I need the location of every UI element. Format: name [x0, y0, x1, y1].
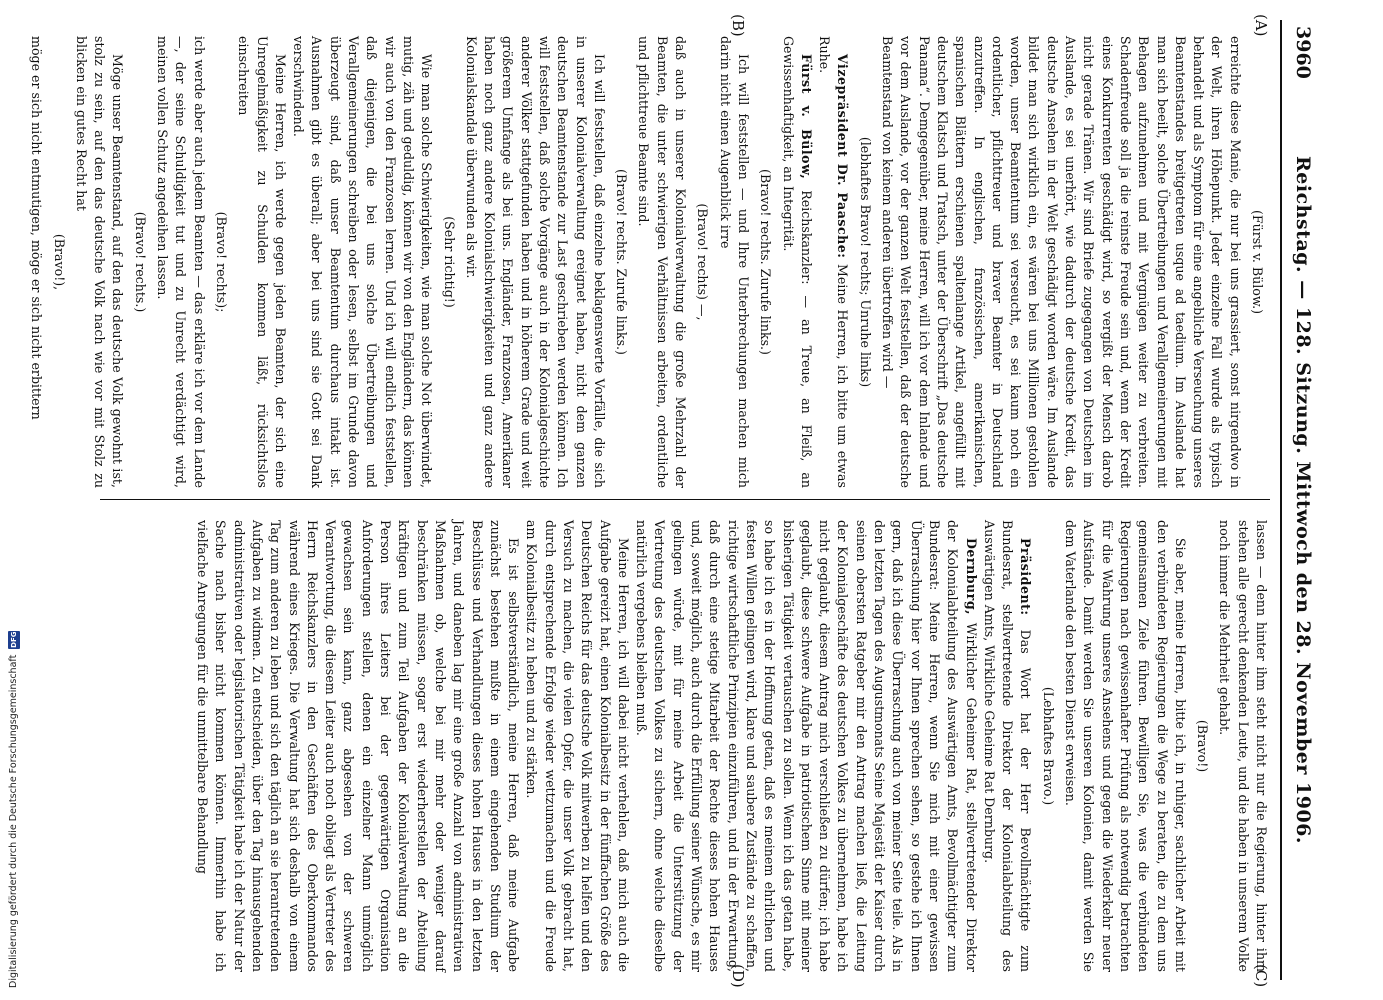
speech-text: Das Wort hat der Herr Bevollmächtigte zum Bundesrat, stellvertretende Direktor der Kolonialabteilung des Auswärtigen Amts, Wirkliche Geheime Rat Dernburg.	[981, 520, 1034, 972]
right-column	[100, 520, 1270, 972]
reaction: (lebhaftes Bravo! rechts; Unruhe links)	[857, 136, 873, 388]
reaction: (Sehr richtig!)	[441, 216, 457, 308]
speaker-continuation: (Fürst v. Bülow.)	[1250, 209, 1265, 315]
margin-marker-c: (C)	[1252, 964, 1270, 988]
paragraph	[632, 520, 980, 972]
paragraph: Möge unser Beamtenstand, auf den das deutsche Volk gewohnt ist, stolz zu sein, auf den das deutsche Volk nach wie vor mit Stolz zu blicken ein gutes Recht hat	[73, 36, 126, 488]
paragraph: Ich will feststellen — und Ihre Unterbrechungen machen mich darin nicht einen Augenblick irre	[717, 36, 751, 488]
reaction: (Bravo! rechts. Zurufe links.)	[758, 169, 774, 355]
speech-text: Meine Herren, ich bitte um etwas Ruhe.	[817, 36, 851, 488]
paragraph: erreichte diese Manie, die nur bei uns grassiert, sonst nirgendwo in der Welt, ihren Höhepunkt. Jeder einzelne Fall wurde als typisch behandelt und als Symptom für eine angebliche Verseuchung unseres Beamtenstandes breitgetreten usque ad taedium. Im Auslande hat man sich beeilt, solche Übertreibungen und Verallgemeinerungen mit Behagen aufzunehmen und mit Vergnügen weiter zu verbreiten. Schadenfreude soll ja die reinste Freude sein und, wenn der Kredit eines Konkurrenten geschädigt wird, so vergißt der Mensch darob nicht gerade Tränen. Wir sind Briefe zugegangen von Deutschen im Auslande, es sei unerhört, wie dadurch der deutsche Kredit, das deutsche Ansehen in der Welt geschädigt worden wäre. Im Auslande bildet man sich wirklich ein, es wären bei uns Millionen gestohlen worden, unser Beamtentum sei verseucht, es sei kaum noch ein ordentlicher, pflichttreuer und braver Beamter in Deutschland anzutreffen. In englischen, französischen, amerikanischen, spanischen Blättern erschienen spaltenlange Artikel, angefüllt mit deutschem Klatsch und Tratsch, unter der Überschrift „Das deutsche Panama“. Demgegenüber, meine Herren, will ich vor dem Inlande und vor dem Auslande, vor der ganzen Welt feststellen, daß der deutsche Beamtenstand von keinem anderen übertroffen wird —	[880, 36, 1243, 488]
page-header	[1280, 20, 1322, 980]
paragraph	[815, 36, 852, 488]
column-divider	[100, 499, 1270, 500]
left-column	[29, 36, 1270, 488]
reaction: (Lebhaftes Bravo.)	[1040, 686, 1056, 806]
document-page	[22, 14, 1322, 988]
margin-marker-b: (B)	[729, 14, 747, 37]
digitization-credit	[4, 0, 24, 992]
paragraph: Meine Herren, ich werde gegen jeden Beamten, der sich eine Unregelmäßigkeit zu Schulden kommen läßt, rücksichtslos einschreiten	[236, 36, 288, 488]
paragraph: möge er sich nicht entmutigen, möge er sich nicht erbittern	[29, 36, 45, 420]
paragraph: Wie man solche Schwierigkeiten, wie man solche Not überwindet, mutig, zäh und geduldig, können wir von den Engländern, das können wir auch von den Franzosen lernen. Und ich will endlich feststellen, daß diejenigen, die bei uns solche Übertreibungen und Verallgemeinerungen schreiben oder lesen, selbst im Grunde davon überzeugt sind, daß unser Beamtentum durchaus intakt ist. Ausnahmen gibt es überall; aber bei uns sind sie Gott sei Dank verschwindend.	[291, 36, 435, 488]
speaker-name: Fürst v. Bülow,	[798, 54, 814, 180]
paragraph	[778, 36, 815, 488]
paragraph: ich werde aber auch jedem Beamten — das erkläre ich vor dem Lande —, der seine Schuldigkeit tut und zu Unrecht verdächtigt wird, meinen vollen Schutz angedeihen lassen.	[155, 36, 207, 488]
credit-text: Digitalisierung gefördert durch die Deutsche Forschungsgemeinschaft	[8, 654, 19, 988]
reaction: (Bravo! rechts.)	[132, 211, 148, 313]
speech-text: Wirklicher Geheimer Rat, stellvertretender Direktor der Kolonialabteilung des Auswärtigen Amts, Bevollmächtigter zum Bundesrat: Meine Herren, wenn Sie mich mit einer gewissen Überraschung hier vor Ihnen sprechen sehen, so gestehe ich Ihnen gern, daß ich diese Überraschung auch von meiner Seite teile. Als in den letzten Tagen des Augustmonats Seine Majestät der Kaiser durch seinen obersten Ratgeber mir den Antrag machen ließ, die Leitung der Kolonialgeschäfte des deutschen Volkes zu übernehmen, habe ich nicht geglaubt, diesem Antrag mich verschließen zu dürfen; ich habe geglaubt, diese schwere Aufgabe in patriotischem Sinne mit meiner bisherigen Tätigkeit vertauschen zu sollen. Wenn ich das getan habe, so habe ich es in der Hoffnung getan, daß es meinem ehrlichen und festen Willen gelingen wird, klare und saubere Zustände zu schaffen, richtige wirtschaftliche Prinzipien einzuführen, und in der Erwartung, daß durch eine stetige Mitarbeit der Rechte dieses hohen Hauses und, soweit möglich, auch durch die Erfüllung seiner Wünsche, es mir gelingen würde, mit für meine Arbeit die Unterstützung der Vertretung des deutschen Volkes zu sichern, ohne welche dieselbe natürlich vergebens bleiben muß.	[634, 520, 979, 972]
reaction: (Bravo!),	[51, 233, 67, 291]
margin-marker-d: (D)	[729, 964, 747, 988]
paragraph: Meine Herren, ich will dabei nicht verhehlen, daß mich auch die Aufgabe gereizt hat, einen Kolonialbesitz in der fünffachen Größe des Deutschen Reichs für das deutsche Volk mitwerben zu helfen und den Versuch zu machen, die vielen Opfer, die unser Volk gebracht hat, durch entsprechende Erfolge wieder wettzumachen und die Freude am Kolonialbesitz zu heben und zu stärken.	[524, 520, 631, 972]
paragraph: Ich will feststellen, daß einzelne beklagenswerte Vorfälle, die sich in unserer Kolonialverwaltung ereignet haben, nicht dem ganzen deutschen Beamtenstande zur Last geschrieben werden können. Ich will feststellen, daß solche Vorgänge auch in der Kolonialgeschichte anderer Völker stattgefunden haben und in höherem Grade und weit größerem Umfange als bei uns. Engländer, Franzosen, Amerikaner haben noch ganz andere Kolonialschwierigkeiten und ganz andere Kolonialskandale überwunden als wir.	[463, 36, 607, 488]
page-number: 3960	[1292, 26, 1314, 79]
credit-strip	[2, 0, 22, 1000]
paragraph: Sie aber, meine Herren, bitte ich, in ruhiger, sachlicher Arbeit mit den verbündeten Regierungen die Wege zu beraten, die zu dem uns gemeinsamen Ziele führen. Bewilligen Sie, was die verbündeten Regierungen nach gewissenhafter Prüfung als notwendig betrachten für die Wahrung unseres Ansehens und gegen die Wiederkehr neuer Aufstände. Damit werden Sie unseren Kolonien, damit werden Sie dem Vaterlande den besten Dienst erweisen.	[1063, 520, 1188, 972]
paragraph: Es ist selbstverständlich, meine Herren, daß meine Aufgabe zunächst bestehen mußte in einem eingehenden Studium der Beschlüsse und Verhandlungen dieses hohen Hauses in den letzten Jahren, und daneben lag mir eine große Anzahl von administrativen Maßnahmen ob, welche bei mir mehr oder weniger darauf beschränken müssen, sogar erst wiederherstellen der Abteilung kräftigen und zum Teil Aufgaben der Kolonialverwaltung an die Person ihres Leiters bei der gegenwärtigen Organisation Anforderungen stellen, denen ein einzelner Mann unmöglich gewachsen sein kann, ganz abgesehen von der schweren Verantwortung, die diesem Leiter auch noch obliegt als Vertreter des Herrn Reichskanzlers in den Geschäften des Oberkommandos während eines Krieges. Die Verwaltung hat sich deshalb von einem Tag zum anderen zu leben und sich den täglich an sie herantretenden Aufgaben zu widmen. Zu entscheiden, über den Tag hinausgehenden administrativen oder legislatorischen Tätigkeit habe ich der Natur der Sache nach bisher nicht kommen können. Immerhin habe ich vielfache Anregungen für die unmittelbare Behandlung	[195, 520, 522, 972]
reaction: (Bravo!)	[1195, 719, 1211, 773]
speaker-name: Vizepräsident Dr. Paasche:	[835, 54, 851, 259]
speaker-name: Dernburg,	[963, 538, 979, 616]
paragraph: daß auch in unserer Kolonialverwaltung die große Mehrzahl der Beamten, die unter schwierigen Verhältnissen arbeiten, ordentliche und pflichttreue Beamte sind.	[636, 36, 689, 488]
reaction: (Bravo! rechts. Zurufe links.)	[614, 169, 630, 355]
reaction: (Bravo! rechts) —,	[695, 203, 711, 321]
speech-text: Reichskanzler: — an Treue, an Fleiß, an Gewissenhaftigkeit, an Integrität.	[780, 36, 814, 488]
paragraph	[980, 520, 1035, 972]
speaker-name: Präsident:	[1018, 538, 1034, 616]
margin-marker-a: (A)	[1252, 14, 1270, 37]
paragraph: lassen — denn hinter ihm steht nicht nur die Regierung, hinter ihm stehen alle gerecht denkenden Leute, und die haben in unserem Volke noch immer die Mehrheit gehabt.	[1217, 520, 1269, 972]
dfg-logo-icon: DFG	[10, 631, 18, 648]
page-title: Reichstag. — 128. Sitzung. Mittwoch den 28. November 1906.	[1292, 156, 1314, 844]
reaction: (Bravo! rechts);	[213, 211, 229, 313]
